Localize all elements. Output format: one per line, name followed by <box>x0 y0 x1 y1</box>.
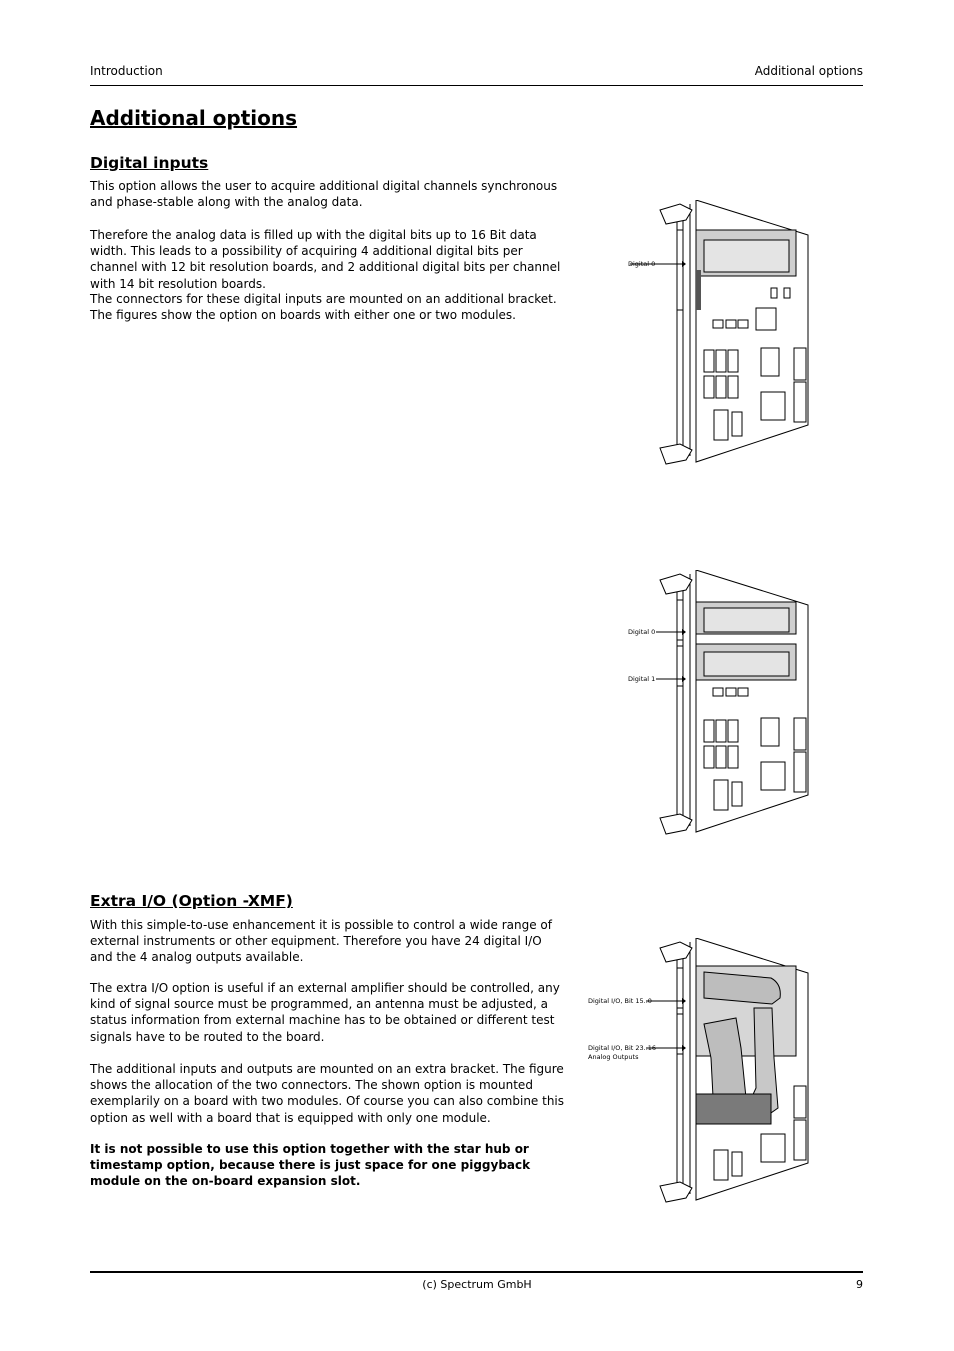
extra-io-heading: Extra I/O (Option -XMF) <box>90 892 293 910</box>
extra-io-paragraph-1: With this simple-to-use enhancement it is possible to control a wide range of external instruments or other equipment. Therefore you have 24 digital I/O and the 4 analog outputs available. <box>90 918 552 965</box>
board-figure-extra-io <box>586 938 811 1208</box>
digital-inputs-paragraph-2: Therefore the analog data is filled up with the digital bits up to 16 Bit data width. This leads to a possibility of acquiring 4 additional digital bits per channel with 12 bit resolution boards, and 2 additional digital bits per channel with 14 bit resolution boards. <box>90 228 561 291</box>
header-chapter: Additional options <box>754 64 863 78</box>
digital-io-bit-23-16-label: Digital I/O, Bit 23..16 <box>588 1044 657 1052</box>
header-section: Introduction <box>90 64 163 78</box>
analog-outputs-label: Analog Outputs <box>588 1053 639 1061</box>
digital-1-label: Digital 1 <box>628 675 656 683</box>
board-figure-two-modules <box>586 570 811 840</box>
page-number: 9 <box>856 1278 863 1291</box>
footer-copyright: (c) Spectrum GmbH <box>422 1278 532 1291</box>
extra-io-paragraph-2: The extra I/O option is useful if an external amplifier should be controlled, any kind of signal source must be programmed, an antenna must be adjusted, a status information from external machine has to be obtained or different test signals have to be routed to the board. <box>90 981 560 1044</box>
board-drawing <box>656 570 808 834</box>
digital-inputs-paragraph-3: The connectors for these digital inputs are mounted on an additional bracket. The figures show the option on boards with either one or two modules. <box>90 292 557 323</box>
header-rule <box>90 85 863 86</box>
digital-io-bit-15-0-label: Digital I/O, Bit 15..0 <box>588 997 652 1005</box>
digital-0-label: Digital 0 <box>628 628 656 636</box>
digital-inputs-heading: Digital inputs <box>90 154 209 172</box>
footer-rule <box>90 1271 863 1273</box>
extra-io-note: It is not possible to use this option together with the star hub or timestamp option, because there is just space for one piggyback module on the on-board expansion slot. <box>90 1142 531 1189</box>
digital-inputs-paragraph-1: This option allows the user to acquire additional digital channels synchronous and phase-stable along with the analog data. <box>90 179 558 210</box>
digital-0-label: Digital 0 <box>628 260 656 268</box>
board-drawing <box>630 200 808 464</box>
extra-io-paragraph-3: The additional inputs and outputs are mounted on an extra bracket. The figure shows the allocation of the two connectors. The shown option is mounted exemplarily on a board with two modules. Of course you can also combine this option as well with a board that is equipped with only one module. <box>90 1062 565 1125</box>
page-title: Additional options <box>90 106 298 130</box>
board-figure-one-module <box>586 200 811 470</box>
board-drawing <box>646 938 808 1202</box>
